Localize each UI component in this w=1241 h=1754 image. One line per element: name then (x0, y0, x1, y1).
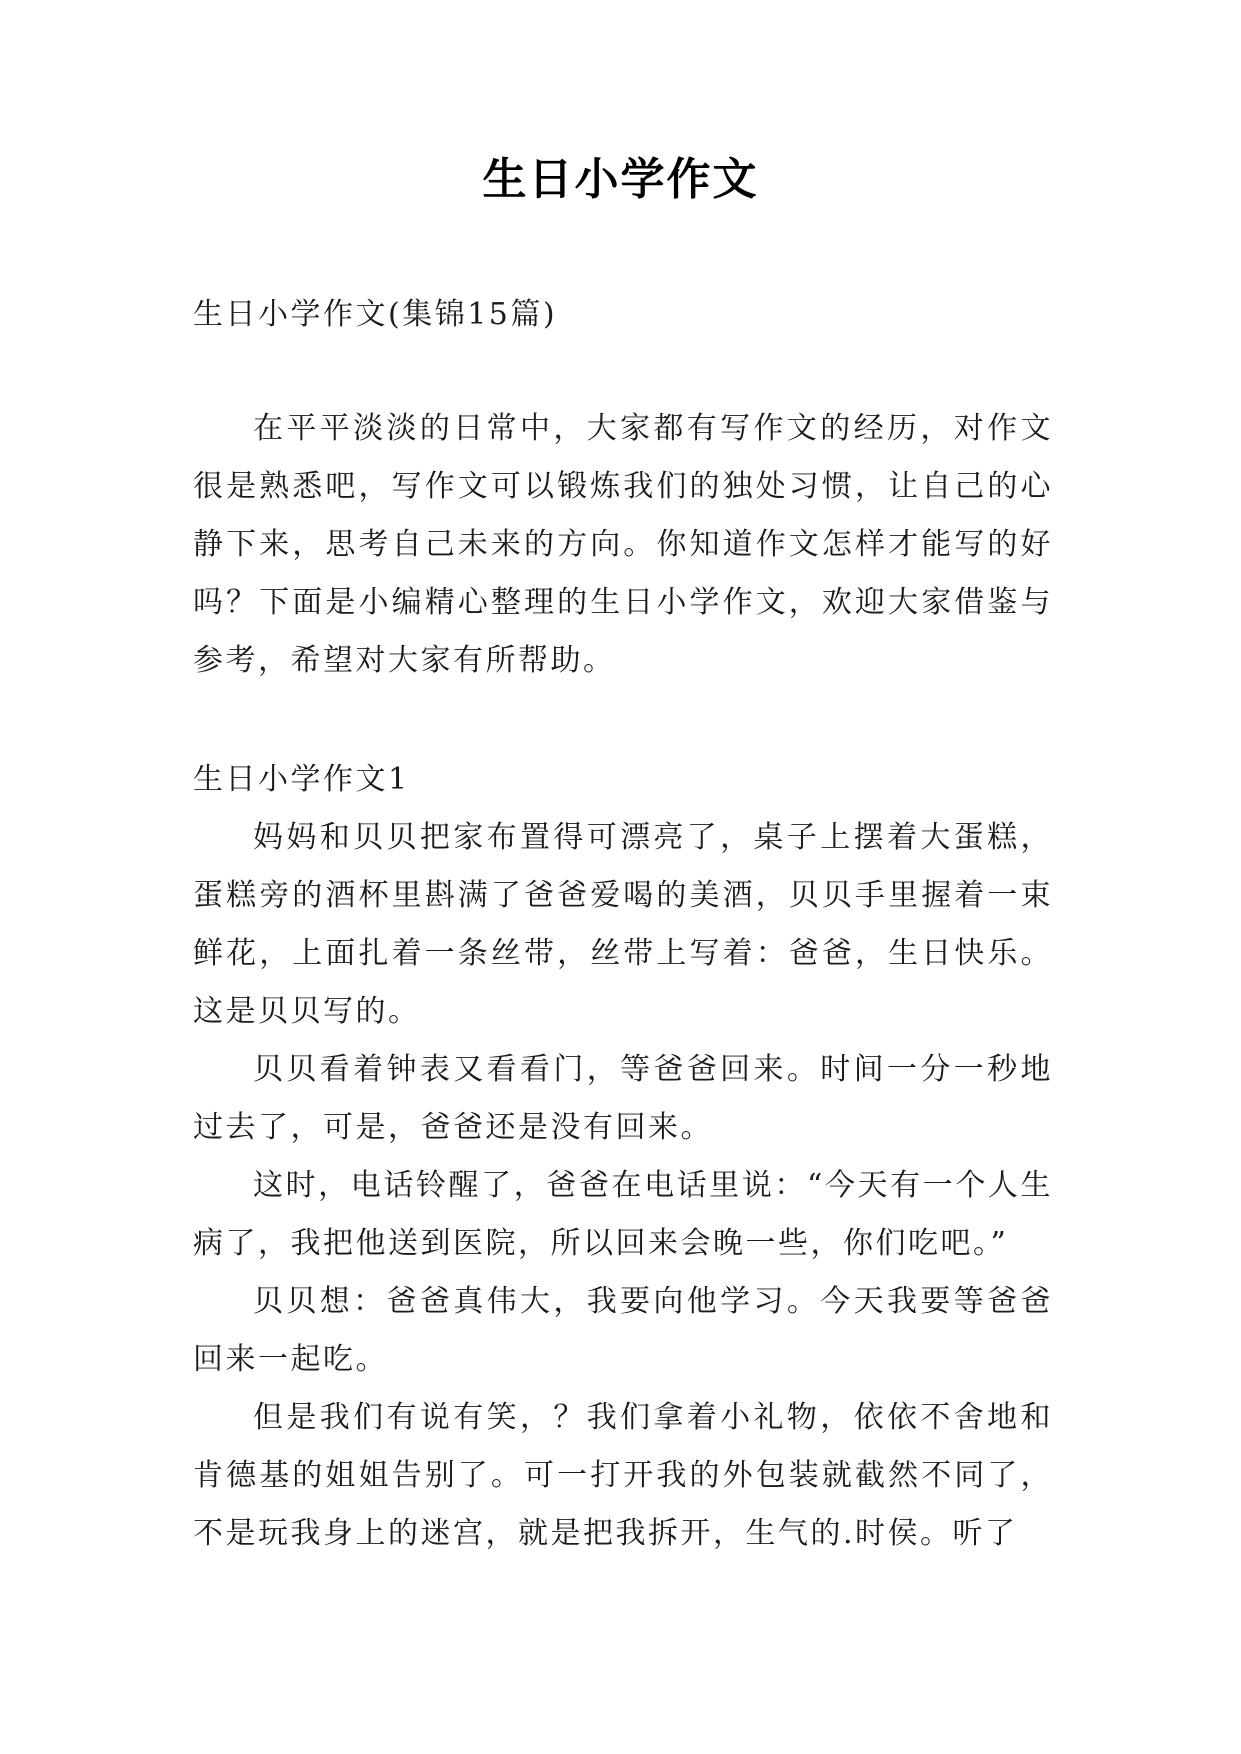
subtitle-text: 生日小学作文(集锦15篇) (193, 297, 558, 332)
essay-paragraph: 妈妈和贝贝把家布置得可漂亮了，桌子上摆着大蛋糕，蛋糕旁的酒杯里斟满了爸爸爱喝的美酒，贝贝手里握着一束鲜花，上面扎着一条丝带，丝带上写着：爸爸，生日快乐。这是贝贝写的。 (193, 820, 1053, 1029)
section-heading: 生日小学作文1 (193, 762, 410, 797)
essay-paragraph: 贝贝看着钟表又看看门，等爸爸回来。时间一分一秒地过去了，可是，爸爸还是没有回来。 (193, 1052, 1053, 1145)
intro-paragraph: 在平平淡淡的日常中，大家都有写作文的经历，对作文很是熟悉吧，写作文可以锻炼我们的独处习惯，让自己的心静下来，思考自己未来的方向。你知道作文怎样才能写的好吗？下面是小编精心整理的生日小学作文，欢迎大家借鉴与参考，希望对大家有所帮助。 (193, 411, 1053, 678)
essay-paragraph: 这时，电话铃醒了，爸爸在电话里说：“今天有一个人生病了，我把他送到医院，所以回来会晚一些，你们吃吧。” (193, 1168, 1053, 1261)
document-title: 生日小学作文 (482, 154, 759, 205)
essay-section (193, 751, 1053, 1563)
intro-block (193, 400, 1053, 690)
document-subtitle (193, 286, 1053, 344)
essay-paragraph: 但是我们有说有笑，？我们拿着小礼物，依依不舍地和肯德基的姐姐告别了。可一打开我的外包装就截然不同了，不是玩我身上的迷宫，就是把我拆开，生气的.时侯。听了 (193, 1400, 1053, 1551)
essay-paragraph: 贝贝想：爸爸真伟大，我要向他学习。今天我要等爸爸回来一起吃。 (193, 1284, 1053, 1377)
